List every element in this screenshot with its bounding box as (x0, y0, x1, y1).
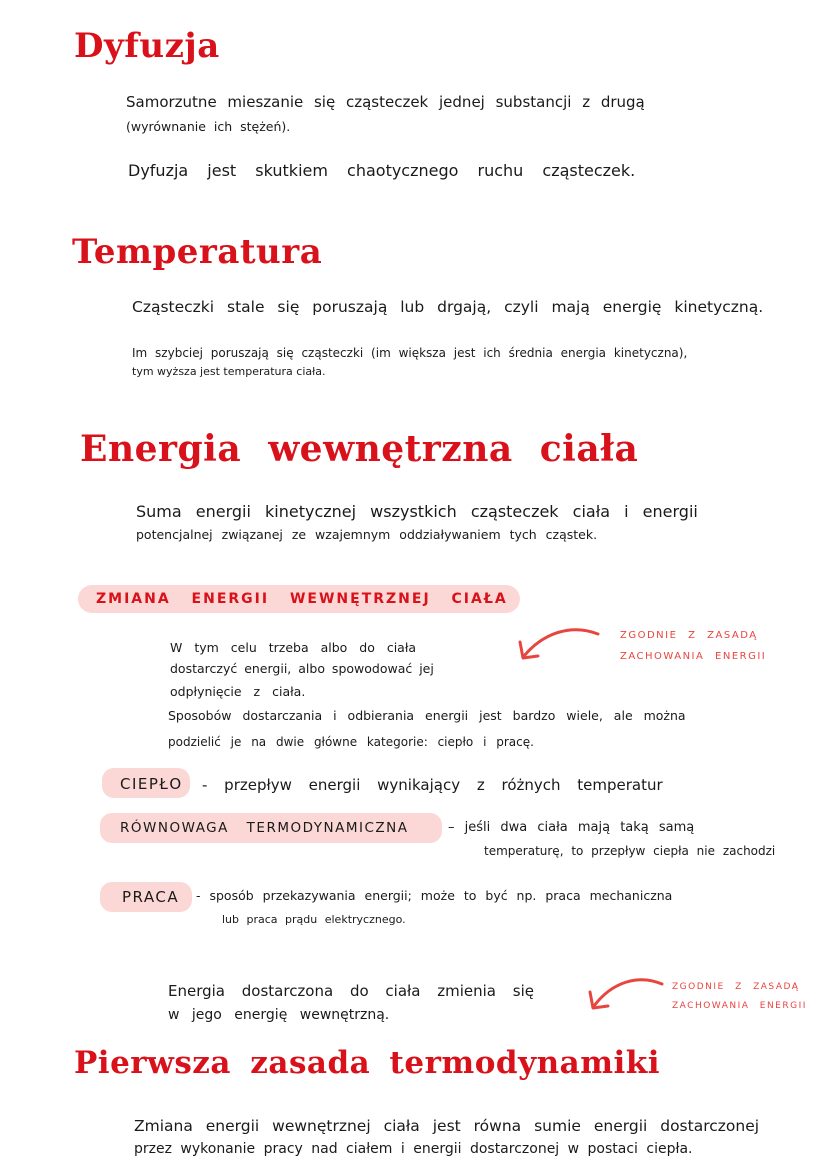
term-praca-definition-line1: - sposób przekazywania energii; może to być np. praca mechaniczna (196, 888, 673, 903)
energia2-text-line1: Energia dostarczona do ciała zmienia się (168, 982, 534, 1000)
energia-text-line1: Suma energii kinetycznej wszystkich cząsteczek ciała i energii (136, 502, 698, 521)
term-rownowaga: RÓWNOWAGA TERMODYNAMICZNA (120, 820, 409, 836)
section-title-dyfuzja: Dyfuzja (74, 26, 220, 66)
dyfuzja-text-line3: Dyfuzja jest skutkiem chaotycznego ruchu cząsteczek. (128, 161, 636, 180)
arrow-icon (510, 622, 605, 664)
term-rownowaga-definition-line2: temperaturę, to przepływ ciepła nie zachodzi (484, 844, 776, 858)
temperatura-text-line2: Im szybciej poruszają się cząsteczki (im większa jest ich średnia energia kinetyczna), (132, 346, 688, 360)
section-title-pierwsza-zasada: Pierwsza zasada termodynamiki (74, 1045, 661, 1081)
zmiana-text-line5: podzielić je na dwie główne kategorie: ciepło i pracę. (168, 735, 534, 749)
zmiana-text-line2: dostarczyć energii, albo spowodować jej (170, 661, 434, 676)
energia2-text-line2: w jego energię wewnętrzną. (168, 1007, 390, 1023)
zmiana-energii-heading: ZMIANA ENERGII WEWNĘTRZNEJ CIAŁA (78, 585, 520, 613)
term-rownowaga-definition-line1: – jeśli dwa ciała mają taką samą (448, 820, 695, 835)
temperatura-text-line3: tym wyższa jest temperatura ciała. (132, 365, 326, 378)
term-cieplo-definition: - przepływ energii wynikający z różnych temperatur (202, 776, 663, 794)
section-title-energia: Energia wewnętrzna ciała (80, 428, 639, 470)
dyfuzja-text-line2: (wyrównanie ich stężeń). (126, 119, 291, 134)
note-zgodnie2-line2: ZACHOWANIA ENERGII (672, 1001, 807, 1011)
zmiana-text-line3: odpłynięcie z ciała. (170, 684, 306, 699)
note-zgodnie2-line1: ZGODNIE Z ZASADĄ (672, 982, 800, 992)
temperatura-text-line1: Cząsteczki stale się poruszają lub drgają, czyli mają energię kinetyczną. (132, 298, 764, 316)
term-praca-definition-line2: lub praca prądu elektrycznego. (222, 913, 406, 926)
term-praca: PRACA (122, 888, 180, 906)
section-title-temperatura: Temperatura (72, 232, 323, 272)
pierwsza-text-line2: przez wykonanie pracy nad ciałem i energii dostarczonej w postaci ciepła. (134, 1141, 693, 1157)
term-cieplo: CIEPŁO (120, 775, 183, 793)
energia-text-line2: potencjalnej związanej ze wzajemnym oddziaływaniem tych cząstek. (136, 527, 598, 542)
dyfuzja-text-line1: Samorzutne mieszanie się cząsteczek jednej substancji z drugą (126, 93, 645, 111)
zmiana-text-line1: W tym celu trzeba albo do ciała (170, 640, 417, 655)
zmiana-text-line4: Sposobów dostarczania i odbierania energii jest bardzo wiele, ale można (168, 708, 686, 723)
note-zgodnie-line2: ZACHOWANIA ENERGII (620, 651, 767, 662)
note-zgodnie-line1: ZGODNIE Z ZASADĄ (620, 630, 758, 641)
arrow-icon (582, 972, 667, 1014)
pierwsza-text-line1: Zmiana energii wewnętrznej ciała jest równa sumie energii dostarczonej (134, 1117, 760, 1135)
